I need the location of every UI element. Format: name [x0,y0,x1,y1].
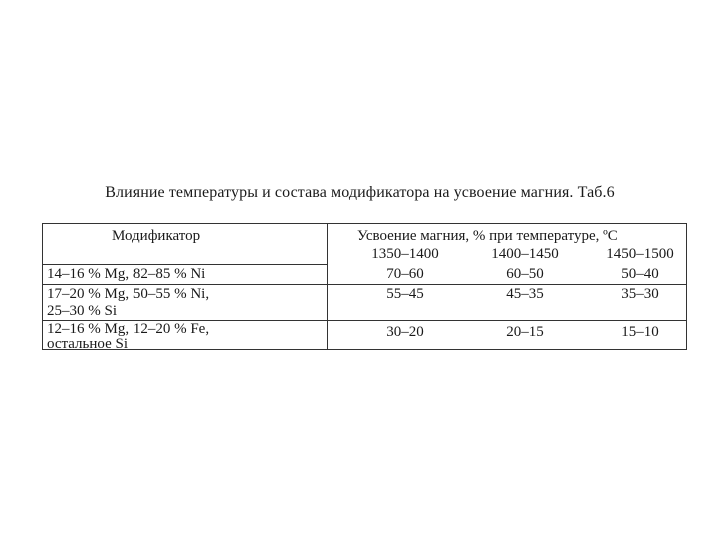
temp-header-1: 1350–1400 [371,246,439,262]
value-cell: 20–15 [506,324,544,340]
value-cell: 30–20 [386,324,424,340]
temp-header-2: 1400–1450 [491,246,559,262]
value-cell: 35–30 [621,286,659,302]
modifier-cell: 14–16 % Mg, 82–85 % Ni [47,266,206,282]
modifier-cell: 25–30 % Si [47,303,118,319]
temp-header-3: 1450–1500 [606,246,674,262]
value-cell: 45–35 [506,286,544,302]
value-cell: 60–50 [506,266,544,282]
table-caption: Влияние температуры и состава модификатора на усвоение магния. Таб.6 [105,184,615,201]
row-divider [327,284,687,285]
header-modifier: Модификатор [112,228,201,244]
column-divider [327,223,328,350]
header-absorption: Усвоение магния, % при температуре, ºC [357,228,618,244]
modifier-cell: 12–16 % Mg, 12–20 % Fe, [47,321,210,337]
modifier-cell: остальное Si [47,336,129,352]
row-divider [42,284,327,285]
modifier-cell: 17–20 % Mg, 50–55 % Ni, [47,286,210,302]
row-divider [327,320,687,321]
value-cell: 55–45 [386,286,424,302]
value-cell: 15–10 [621,324,659,340]
value-cell: 70–60 [386,266,424,282]
row-divider [42,264,327,265]
value-cell: 50–40 [621,266,659,282]
